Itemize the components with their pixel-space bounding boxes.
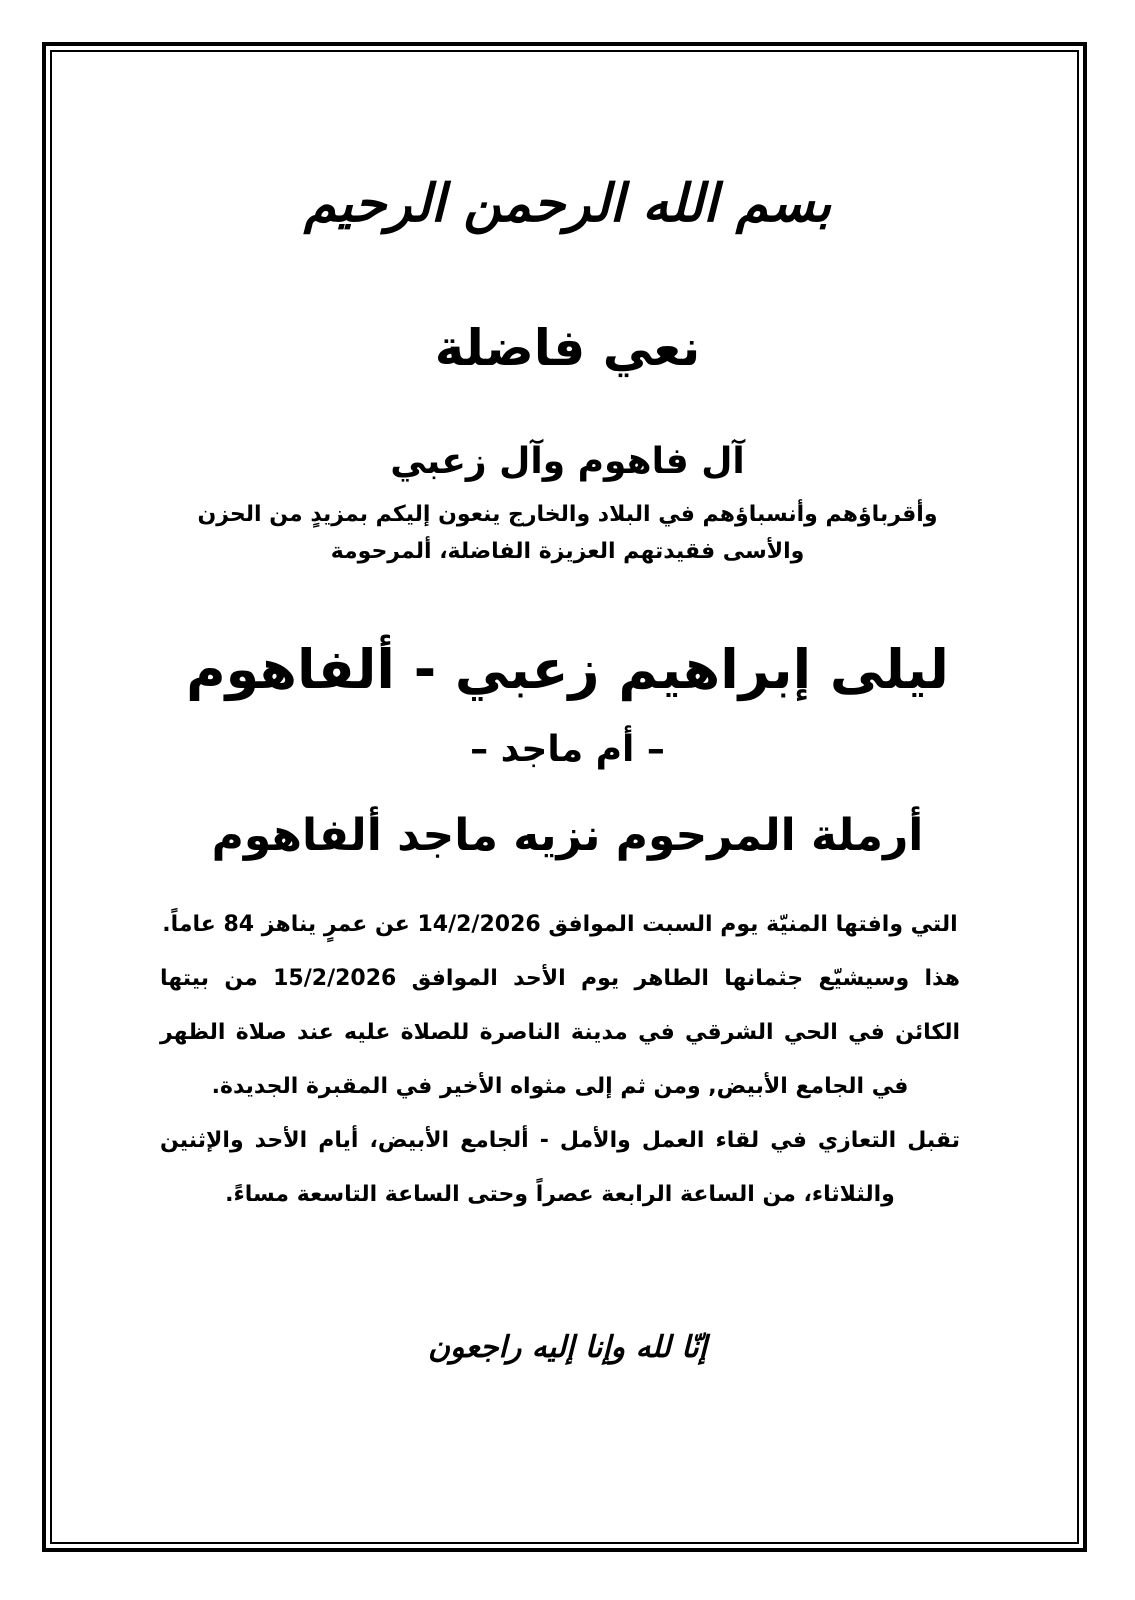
families-heading: آل فاهوم وآل زعبي [390,441,745,482]
closing-verse: إنّا لله وإنا إليه راجعون [427,1330,708,1365]
notice-title: نعي فاضلة [434,319,701,377]
deceased-kunya: – أم ماجد – [470,729,665,770]
condolence-notice-paragraph: تقبل التعازي في لقاء العمل والأمل - ألجامع الأبيض، أيام الأحد والإثنين والثلاثاء، من الساعة الرابعة عصراً وحتى الساعة التاسعة مساءً. [160,1128,960,1207]
page-border-inner [50,50,1079,1544]
funeral-notice-paragraph: هذا وسيشيّع جثمانها الطاهر يوم الأحد الموافق 15/2/2026 من بيتها الكائن في الحي الشرقي في مدينة الناصرة للصلاة عليه عند صلاة الظهر في الجامع الأبيض, ومن ثم إلى مثواه الأخير في المقبرة الجديدة. [160,966,960,1099]
death-notice-paragraph: التي وافتها المنيّة يوم السبت الموافق 14/2/2026 عن عمرٍ يناهز 84 عاماً. [162,912,958,937]
intro-paragraph: وأقرباؤهم وأنسباؤهم في البلاد والخارج ينعون إليكم بمزيدٍ من الحزن والأسى فقيدتهم العزيزة الفاضلة، ألمرحومة [197,502,938,564]
deceased-name: ليلى إبراهيم زعبي - ألفاهوم [186,638,949,701]
widow-of-line: أرملة المرحوم نزيه ماجد ألفاهوم [211,810,924,861]
basmala-calligraphy: بسم الله الرحمن الرحيم [303,173,832,234]
notice-body [160,898,960,1222]
